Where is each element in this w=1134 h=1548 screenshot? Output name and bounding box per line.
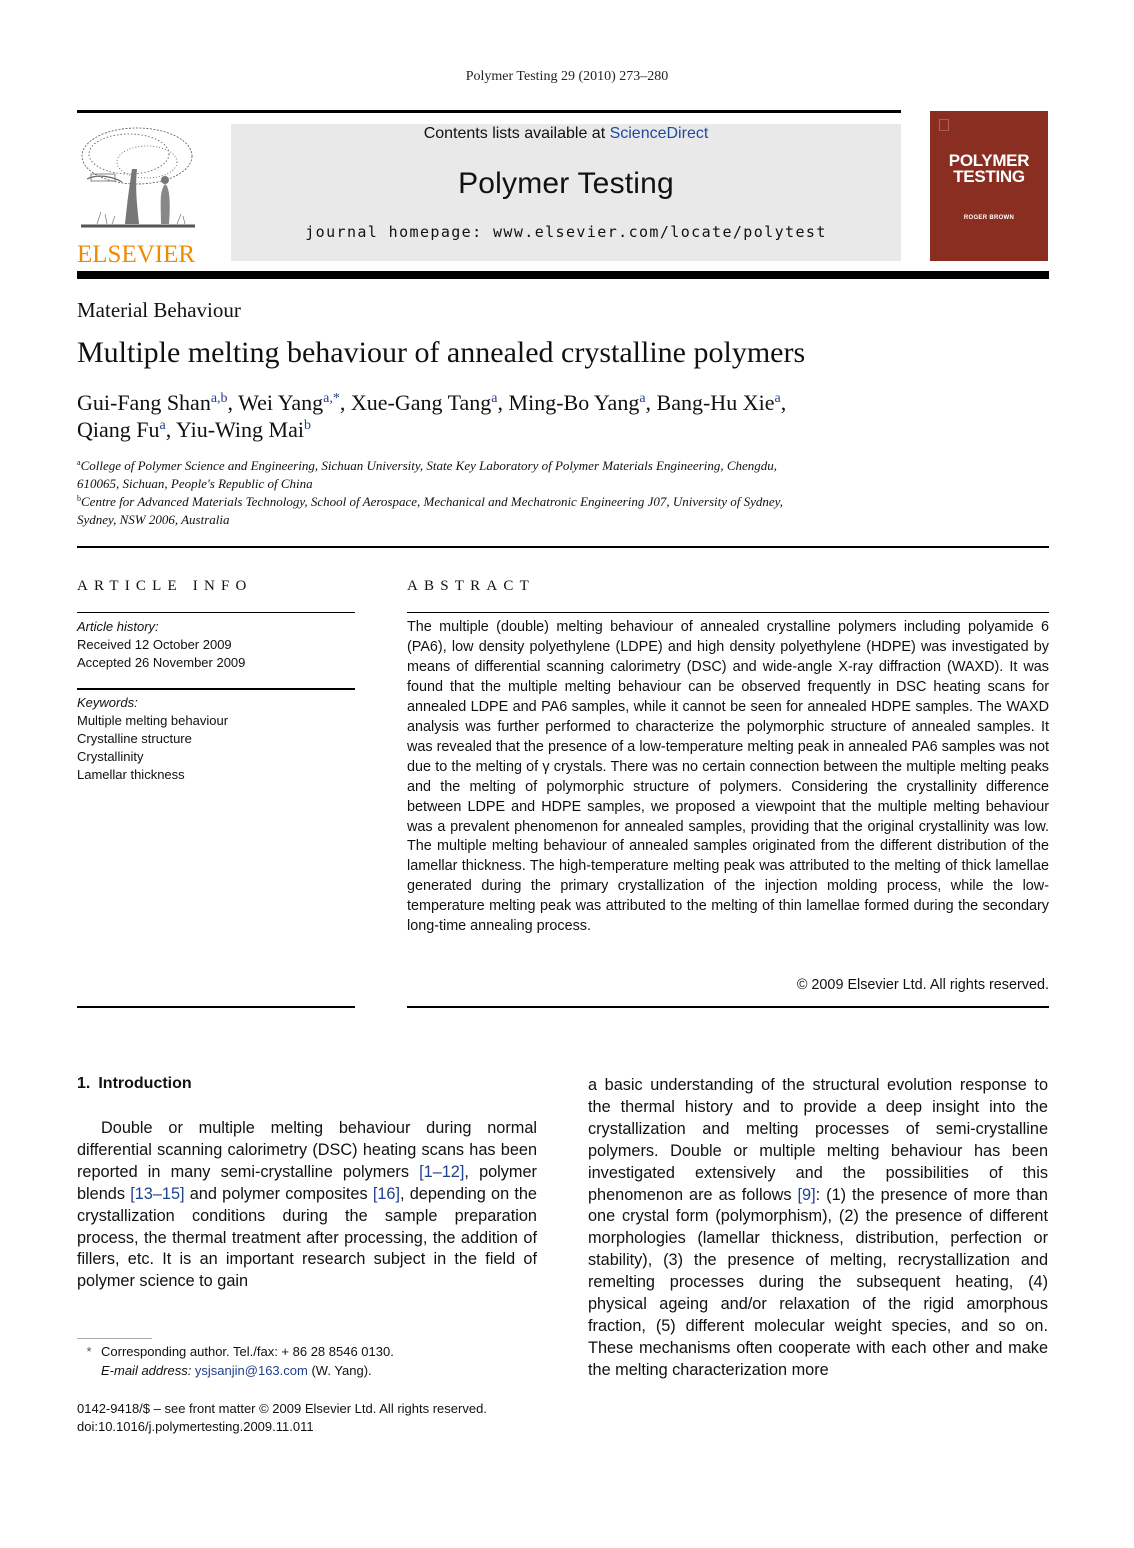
cover-editor: ROGER BROWN: [963, 215, 1015, 221]
contents-line: [231, 125, 901, 143]
section-heading-introduction: 1. Introduction: [77, 1075, 192, 1092]
article-info-rule: [77, 612, 355, 613]
footnote-rule: [77, 1338, 152, 1339]
front-matter-line: 0142-9418/$ – see front matter © 2009 Elsevier Ltd. All rights reserved.: [77, 1401, 487, 1416]
article-title: Multiple melting behaviour of annealed crystalline polymers: [77, 336, 806, 369]
journal-masthead: [231, 124, 901, 261]
author[interactable]: Yiu-Wing Mai$^b$: [175, 417, 311, 442]
history-label: Article history:: [77, 619, 159, 634]
elsevier-wordmark: ELSEVIER: [77, 241, 196, 268]
affiliation-marker[interactable]: a,*: [323, 391, 340, 406]
masthead-top-rule: [77, 110, 901, 113]
cover-title-line2: TESTING: [953, 167, 1025, 186]
author[interactable]: Bang-Hu Xie$^a$: [656, 390, 781, 415]
keyword[interactable]: Crystalline structure: [77, 731, 192, 746]
keywords: [77, 694, 355, 784]
cover-title-line1: POLYMER: [948, 151, 1030, 170]
sciencedirect-link[interactable]: ScienceDirect: [609, 125, 709, 142]
affiliations: [77, 457, 907, 529]
citation-link[interactable]: [13–15]: [130, 1184, 185, 1203]
article-info-heading: ARTICLE INFO: [77, 578, 253, 594]
article-section-label: Material Behaviour: [77, 298, 241, 322]
corresponding-author-footnote: * Corresponding author. Tel./fax: + 86 28 8546 0130. E-mail address: ysjsanjin@163.com (W. Yang).: [77, 1342, 547, 1380]
author[interactable]: Ming-Bo Yang$^a$: [508, 390, 646, 415]
elsevier-tree-icon: [77, 124, 199, 236]
title-block-rule: [77, 546, 1049, 548]
elsevier-logo[interactable]: [77, 124, 202, 268]
author[interactable]: Wei Yang$^{a,*}$: [238, 390, 340, 415]
journal-title: Polymer Testing: [458, 167, 674, 200]
author[interactable]: Gui-Fang Shan$^{a,b}$: [77, 390, 228, 415]
journal-homepage-link[interactable]: journal homepage: www.elsevier.com/locate/polytest: [305, 223, 827, 241]
keyword[interactable]: Multiple melting behaviour: [77, 713, 229, 728]
affiliation-marker[interactable]: a: [774, 391, 781, 406]
keywords-rule: [77, 688, 355, 690]
email-link[interactable]: ysjsanjin@163.com: [194, 1363, 308, 1378]
affiliation-marker[interactable]: a,b: [210, 391, 228, 406]
author-list: Gui-Fang Shan$^{a,b}$, Wei Yang$^{a,*}$, Xue-Gang Tang$^a$, Ming-Bo Yang$^a$, Bang-Hu Xie$^a$, Qiang Fu$^a$, Yiu-Wing Mai$^b$: [77, 390, 787, 442]
body-column-left: Double or multiple melting behaviour during normal differential scanning calorimetry (DSC) heating scans has been reported in many semi-crystalline polymers [1–12], polymer blends [13–15] and polymer composites [16], depending on the crystallization conditions during the sample preparation process, the thermal treatment after processing, the addition of fillers, etc. It is an important research subject in the field of polymer science to gain: [77, 1119, 537, 1291]
article-history: [77, 618, 355, 672]
contents-prefix: Contents lists available at: [423, 125, 610, 142]
cover-emblem-icon: [939, 119, 949, 131]
affiliation-marker[interactable]: a: [159, 418, 166, 433]
affiliation-marker[interactable]: a: [491, 391, 498, 406]
running-head: Polymer Testing 29 (2010) 273–280: [465, 69, 669, 84]
keyword[interactable]: Crystallinity: [77, 749, 144, 764]
footnote-marker: *: [86, 1344, 92, 1359]
received-date: Received 12 October 2009: [77, 637, 232, 652]
affiliation-marker[interactable]: b: [303, 418, 311, 433]
affiliation-a: $^a$College of Polymer Science and Engineering, Sichuan University, State Key Laboratory of Polymer Materials Engineering, Chengdu, 610065, Sichuan, People's Republic of China: [77, 458, 778, 491]
abstract-rule: [407, 612, 1049, 613]
article-info-bottom-rule: [77, 1006, 355, 1008]
abstract-heading: ABSTRACT: [407, 578, 535, 594]
abstract-bottom-rule: [407, 1006, 1049, 1008]
citation-link[interactable]: [16]: [372, 1184, 400, 1203]
masthead-bottom-rule: [77, 271, 1049, 279]
abstract-copyright: © 2009 Elsevier Ltd. All rights reserved.: [796, 977, 1049, 993]
accepted-date: Accepted 26 November 2009: [77, 655, 246, 670]
abstract-text: The multiple (double) melting behaviour of annealed crystalline polymers including polyamide 6 (PA6), low density polyethylene (LDPE) and high density polyethylene (HDPE) was investigated by means of differential scanning calorimetry (DSC) and wide-angle X-ray diffraction (WAXD). It was found that the multiple melting behaviour can be observed frequently in DSC heating scans for annealed LDPE and PA6 samples, while it cannot be seen for annealed HDPE samples. The WAXD analysis was further performed to characterize the polymorphic structure of annealed samples. It was revealed that the presence of a low-temperature melting peak in annealed PA6 samples was not due to the melting of γ crystals. There was no certain connection between the multiple melting peaks and the melting of polymorphic structure of polymers. Considering the crystallinity difference between LDPE and HDPE samples, we proposed a viewpoint that the multiple melting behaviour was a prevalent phenomenon for annealed samples, providing that the original crystallinity was low. The multiple melting behaviour of annealed samples originated from the different distribution of the lamellar thickness. The high-temperature melting peak was attributed to the melting of thick lamellae generated during the primary crystallization of the injection molding process, while the low-temperature melting peak was attributed to the melting of thin lamellae formed during the secondary long-time annealing process.: [407, 619, 1049, 935]
citation-link[interactable]: [9]: [797, 1185, 816, 1204]
keywords-label: Keywords:: [77, 695, 138, 710]
author[interactable]: Qiang Fu$^a$: [77, 417, 166, 442]
journal-cover-image[interactable]: [930, 111, 1048, 261]
imprint: [77, 1400, 547, 1436]
body-column-right: a basic understanding of the structural evolution response to the thermal history and to provide a deep insight into the crystallization and melting processes of semi-crystalline polymers. Double or multiple melting behaviour has been investigated extensively and the possibilities of this phenomenon are as follows [9]: (1) the presence of more than one crystal form (polymorphism), (2) the presence of different morphologies (lamellar thickness, distribution, perfection or stability), (3) the presence of melting, recrystallization and remelting processes during the subsequent heating, (4) physical ageing and/or relaxation of the rigid amorphous fraction, (5) different molecular weight species, and so on. These mechanisms often cooperate with each other and make the melting characterization more: [588, 1076, 1048, 1379]
citation-link[interactable]: [1–12]: [419, 1162, 465, 1181]
affiliation-marker[interactable]: a: [639, 391, 646, 406]
keyword[interactable]: Lamellar thickness: [77, 767, 185, 782]
doi[interactable]: doi:10.1016/j.polymertesting.2009.11.011: [77, 1419, 314, 1434]
affiliation-b: $^b$Centre for Advanced Materials Technology, School of Aerospace, Mechanical and Mechatronic Engineering J07, University of Sydney, Sydney, NSW 2006, Australia: [77, 494, 783, 527]
author[interactable]: Xue-Gang Tang$^a$: [350, 390, 498, 415]
